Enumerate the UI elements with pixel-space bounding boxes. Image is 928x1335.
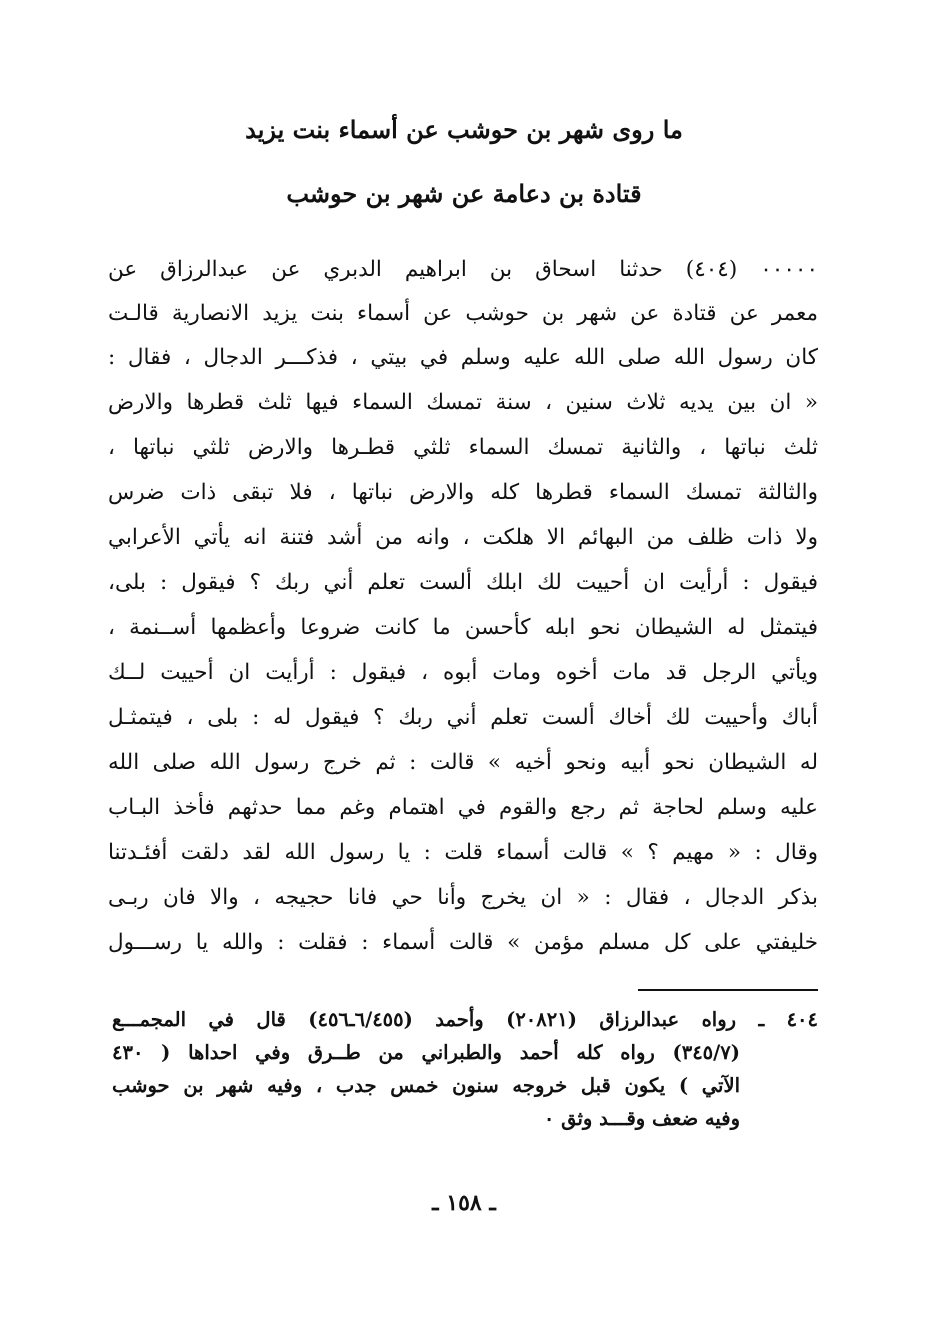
body-line: كان رسول الله صلى الله عليه وسلم في بيتي ، فذكـــر الدجال ، فقال : (108, 345, 818, 370)
body-line: خليفتي على كل مسلم مؤمن » قالت أسماء : فقلت : والله يا رســـول (108, 930, 818, 955)
body-line: معمر عن قتادة عن شهر بن حوشب عن أسماء بنت يزيد الانصارية قالـت (108, 301, 818, 326)
body-line: له الشيطان نحو أبيه ونحو أخيه » قالت : ثم خرج رسول الله صلى الله (108, 750, 818, 775)
body-line: « ان بين يديه ثلاث سنين ، سنة تمسك السماء فيها ثلث قطرها والارض (108, 390, 818, 415)
body-line: والثالثة تمسك السماء قطرها كله والارض نباتها ، فلا تبقى ذات ضرس (108, 480, 818, 505)
body-line: أباك وأحييت لك أخاك ألست تعلم أني ربك ؟ فيقول له : بلى ، فيتمثـل (108, 705, 818, 730)
body-line: وقال : « مهيم ؟ » قالت أسماء قلت : يا رسول الله لقد دلقت أفئـدتنا (108, 840, 818, 865)
body-line: ولا ذات ظلف من البهائم الا هلكت ، وانه من أشد فتنة انه يأتي الأعرابي (108, 525, 818, 550)
body-line: ويأتي الرجل قد مات أخوه ومات أبوه ، فيقول : أرأيت ان أحييت لــك (108, 660, 818, 685)
body-line: فيتمثل له الشيطان نحو ابله كأحسن ما كانت ضروعا وأعظمها أســنمة ، (108, 615, 818, 640)
subsection-heading: قتادة بن دعامة عن شهر بن حوشب (286, 179, 642, 208)
body-line: ثلث نباتها ، والثانية تمسك السماء ثلثي قطـرها والارض ثلثي نباتها ، (108, 435, 818, 460)
footnote-line: الآتي ) يكون قبل خروجه سنون خمس جدب ، وفيه شهر بن حوشب (112, 1074, 740, 1097)
page-number: ـ ١٥٨ ـ (432, 1190, 496, 1216)
body-line: فيقول : أرأيت ان أحييت لك ابلك ألست تعلم أني ربك ؟ فيقول : بلى، (108, 570, 818, 595)
footnote-separator (638, 989, 818, 991)
body-line: ٠٠٠٠٠ (٤٠٤) حدثنا اسحاق بن ابراهيم الدبري عن عبدالرزاق عن (108, 257, 818, 282)
footnote-line: (٣٤٥/٧) رواه كله أحمد والطبراني من طــرق وفي احداها ( ٤٣٠ (112, 1041, 740, 1064)
body-line: بذكر الدجال ، فقال : « ان يخرج وأنا حي فانا حجيجه ، والا فان ربـى (108, 885, 818, 910)
footnote-line: وفيه ضعف وقـــد وثق ٠ (543, 1107, 740, 1130)
body-line: عليه وسلم لحاجة ثم رجع والقوم في اهتمام وغم مما حدثهم فأخذ البـاب (108, 795, 818, 820)
footnote-line: ٤٠٤ ـ رواه عبدالرزاق (٢٠٨٢١) وأحمد (٦/٤٥٥ـ٤٥٦) قال في المجمـــع (112, 1008, 818, 1031)
section-heading: ما روى شهر بن حوشب عن أسماء بنت يزيد (245, 115, 683, 144)
